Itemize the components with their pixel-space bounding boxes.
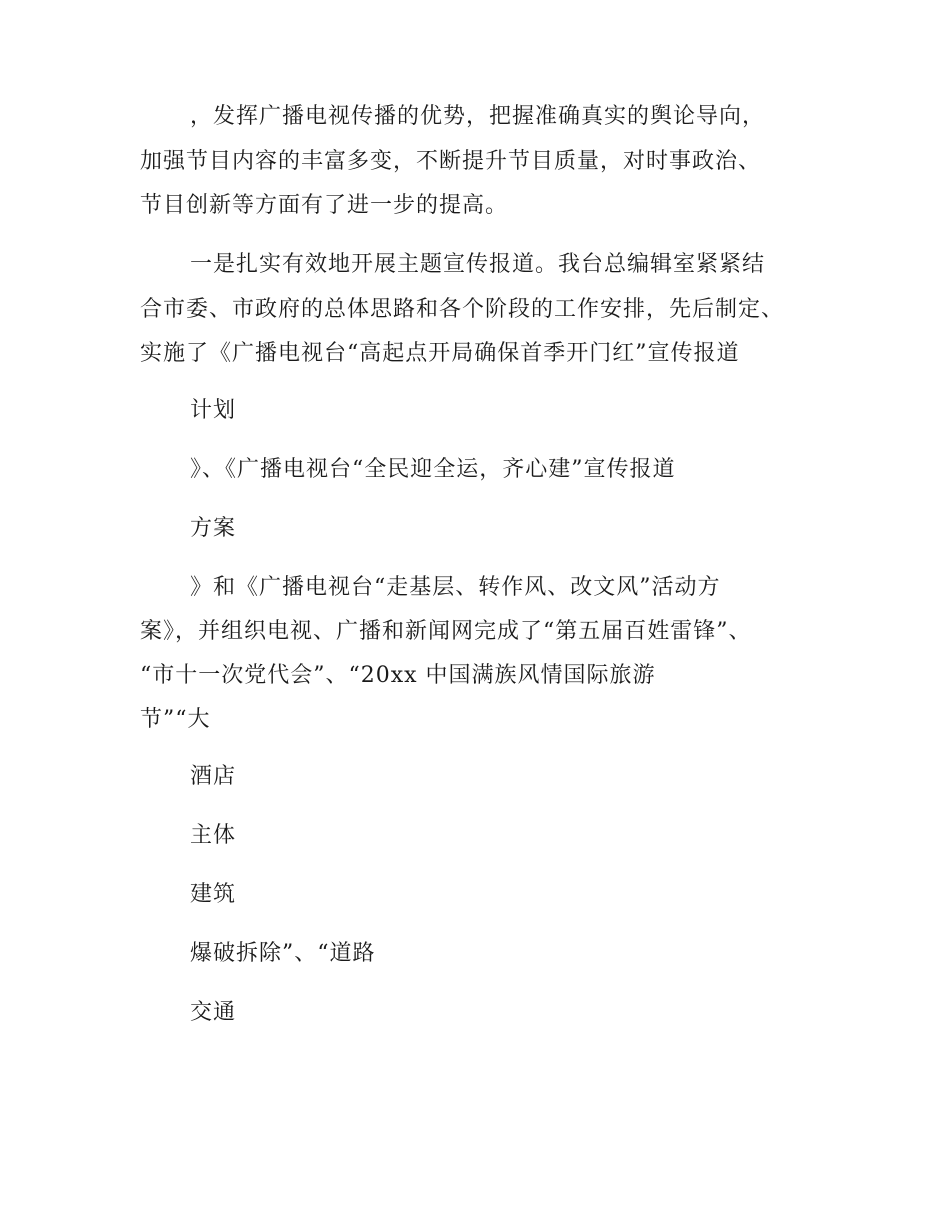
text-line: 节目创新等方面有了进一步的提高。 <box>140 193 509 218</box>
text-line: 主体 <box>190 823 237 848</box>
text-line: 实施了《广播电视台“高起点开局确保首季开门红”宣传报道 <box>140 341 740 366</box>
text-line: 一是扎实有效地开展主题宣传报道。我台总编辑室紧紧结 <box>190 252 766 277</box>
text-line: ，发挥广播电视传播的优势，把握准确真实的舆论导向， <box>190 104 766 129</box>
text-line: 加强节目内容的丰富多变，不断提升节目质量，对时事政治、 <box>140 149 762 174</box>
text-line: “市十一次党代会”、“20xx 中国满族风情国际旅游 <box>140 663 656 688</box>
text-line: 节”“大 <box>140 707 211 732</box>
text-line: 计划 <box>190 398 237 423</box>
text-line: 》和《广播电视台“走基层、转作风、改文风”活动方 <box>190 575 721 600</box>
text-line: 》、《广播电视台“全民迎全运，齐心建”宣传报道 <box>190 457 676 482</box>
text-line: 交通 <box>190 1000 237 1025</box>
text-line: 方案 <box>190 516 237 541</box>
text-line: 建筑 <box>190 882 237 907</box>
text-line: 酒店 <box>190 764 237 789</box>
text-line: 案》，并组织电视、广播和新闻网完成了“第五届百姓雷锋”、 <box>140 619 752 644</box>
text-line: 爆破拆除”、“道路 <box>190 941 376 966</box>
text-line: 合市委、市政府的总体思路和各个阶段的工作安排，先后制定、 <box>140 297 785 322</box>
